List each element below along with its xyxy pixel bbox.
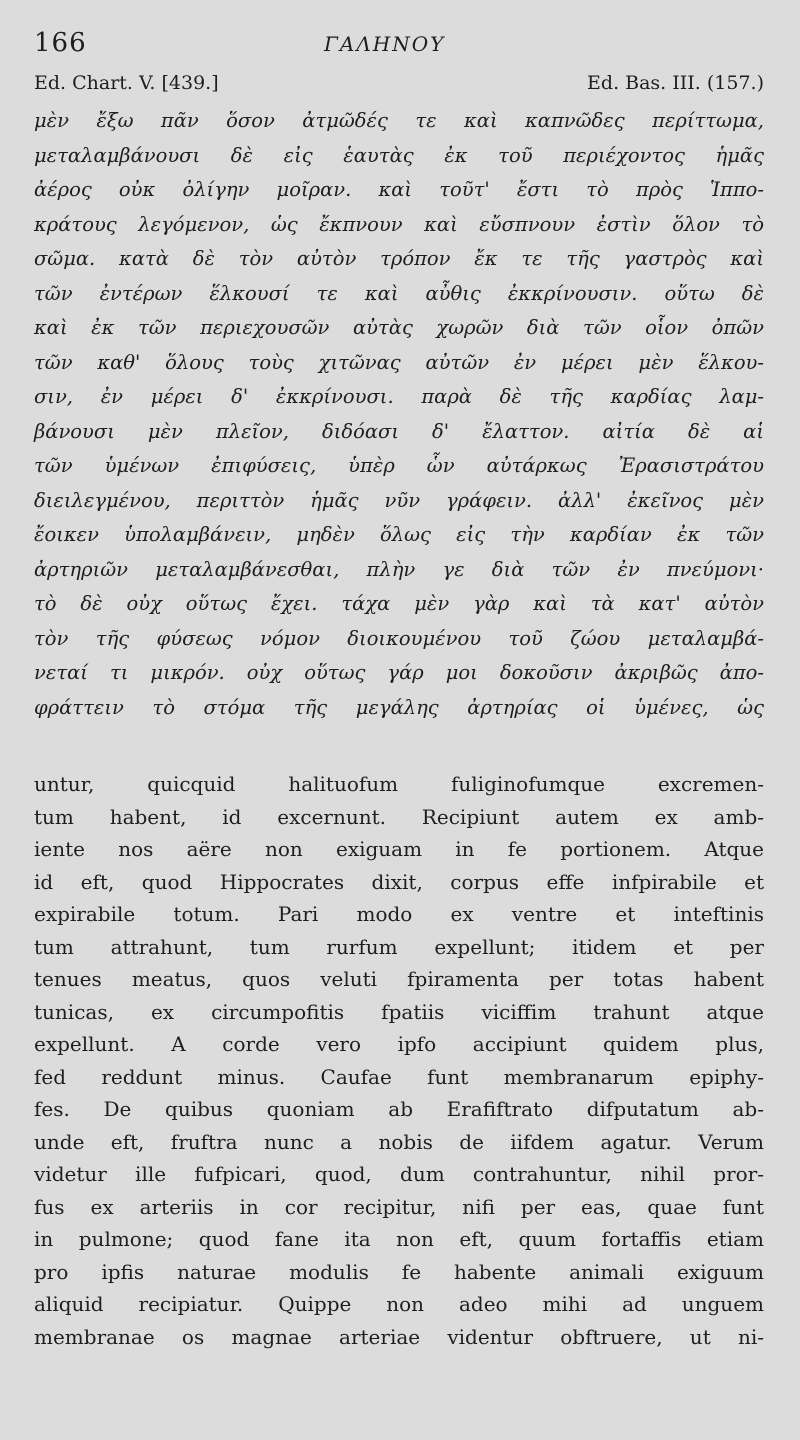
greek-text-line: κράτους λεγόμενον, ὡς ἔκπνουν καὶ εὔσπνουν ἐστὶν ὅλον τὸ — [34, 212, 764, 236]
greek-text-line: ἀρτηριῶν μεταλαμβάνεσθαι, πλὴν γε διὰ τῶν ἐν πνεύμονι· — [34, 557, 764, 581]
greek-text-line: τὸ δὲ οὐχ οὕτως ἔχει. τάχα μὲν γὰρ καὶ τὰ κατ' αὐτὸν — [34, 592, 764, 615]
latin-text-line: untur, quicquid halituofum fuliginofumque excremen- — [34, 772, 764, 796]
greek-text-line: σῶμα. κατὰ δὲ τὸν αὐτὸν τρόπον ἔκ τε τῆς γαστρὸς καὶ — [34, 247, 764, 270]
latin-text-line: expirabile totum. Pari modo ex ventre et inteftinis — [34, 902, 764, 926]
latin-text-line: expellunt. A corde vero ipfo accipiunt quidem plus, — [34, 1032, 764, 1056]
edition-reference-line — [34, 72, 764, 102]
greek-text-line: νεταί τι μικρόν. οὐχ οὕτως γάρ μοι δοκοῦσιν ἀκριβῶς ἀπο- — [34, 661, 764, 684]
latin-text-line: membranae os magnae arteriae videntur obftruere, ut ni- — [34, 1324, 764, 1349]
latin-text-line: id eft, quod Hippocrates dixit, corpus effe infpirabile et — [34, 869, 764, 894]
latin-text-line: iente nos aëre non exiguam in fe portionem. Atque — [34, 837, 764, 861]
greek-text-line: τῶν ὑμένων ἐπιφύσεις, ὑπὲρ ὧν αὐτάρκως Ἐρασιστράτου — [34, 454, 764, 477]
edition-basel-reference: Ed. Bas. III. (157.) — [587, 72, 764, 94]
latin-text-line: tunicas, ex circumpofitis fpatiis viciffim trahunt atque — [34, 999, 764, 1024]
greek-text-line: τῶν ἐντέρων ἕλκουσί τε καὶ αὖθις ἐκκρίνουσιν. οὕτω δὲ — [34, 281, 764, 305]
latin-translation-block — [34, 768, 764, 1353]
greek-text-line: φράττειν τὸ στόμα τῆς μεγάλης ἀρτηρίας οἱ ὑμένες, ὡς — [34, 695, 764, 719]
greek-text-line: διειλεγμένου, περιττὸν ἡμᾶς νῦν γράφειν. ἀλλ' ἐκεῖνος μὲν — [34, 488, 764, 512]
latin-text-line: tenues meatus, quos veluti fpiramenta per totas habent — [34, 967, 764, 991]
greek-text-line: μὲν ἔξω πᾶν ὅσον ἀτμῶδές τε καὶ καπνῶδες περίττωμα, — [34, 109, 764, 132]
greek-text-block — [34, 104, 764, 725]
greek-text-line: καὶ ἐκ τῶν περιεχουσῶν αὐτὰς χωρῶν διὰ τῶν οἷον ὀπῶν — [34, 316, 764, 339]
latin-text-line: fed reddunt minus. Caufae funt membranarum epiphy- — [34, 1064, 764, 1089]
latin-text-line: fes. De quibus quoniam ab Erafiftrato difputatum ab- — [34, 1097, 764, 1121]
latin-text-line: fus ex arteriis in cor recipitur, nifi per eas, quae funt — [34, 1194, 764, 1219]
greek-text-line: ἔοικεν ὑπολαμβάνειν, μηδὲν ὅλως εἰς τὴν καρδίαν ἐκ τῶν — [34, 523, 764, 546]
latin-text-line: unde eft, fruftra nunc a nobis de iifdem agatur. Verum — [34, 1129, 764, 1154]
page-number: 166 — [34, 28, 87, 58]
latin-text-line: pro ipfis naturae modulis fe habente animali exiguum — [34, 1259, 764, 1284]
greek-text-line: τῶν καθ' ὅλους τοὺς χιτῶνας αὐτῶν ἐν μέρει μὲν ἕλκου- — [34, 350, 764, 374]
greek-text-line: βάνουσι μὲν πλεῖον, διδόασι δ' ἔλαττον. αἰτία δὲ αἱ — [34, 419, 764, 443]
greek-text-line: μεταλαμβάνουσι δὲ εἰς ἑαυτὰς ἐκ τοῦ περιέχοντος ἡμᾶς — [34, 143, 764, 167]
latin-text-line: videtur ille fufpicari, quod, dum contrahuntur, nihil pror- — [34, 1162, 764, 1186]
edition-chartier-reference: Ed. Chart. V. [439.] — [34, 72, 219, 94]
greek-text-line: τὸν τῆς φύσεως νόμον διοικουμένου τοῦ ζώου μεταλαμβά- — [34, 626, 764, 650]
running-title: ΓΑΛΗΝΟΥ — [324, 32, 446, 56]
greek-text-line: σιν, ἐν μέρει δ' ἐκκρίνουσι. παρὰ δὲ τῆς καρδίας λαμ- — [34, 385, 764, 408]
greek-text-line: ἀέρος οὐκ ὀλίγην μοῖραν. καὶ τοῦτ' ἔστι τὸ πρὸς Ἱππο- — [34, 178, 764, 201]
latin-text-line: tum attrahunt, tum rurfum expellunt; itidem et per — [34, 934, 764, 959]
page-header — [34, 22, 768, 62]
latin-text-line: tum habent, id excernunt. Recipiunt autem ex amb- — [34, 804, 764, 829]
latin-text-line: in pulmone; quod fane ita non eft, quum fortaffis etiam — [34, 1227, 764, 1251]
latin-text-line: aliquid recipiatur. Quippe non adeo mihi ad unguem — [34, 1292, 764, 1316]
